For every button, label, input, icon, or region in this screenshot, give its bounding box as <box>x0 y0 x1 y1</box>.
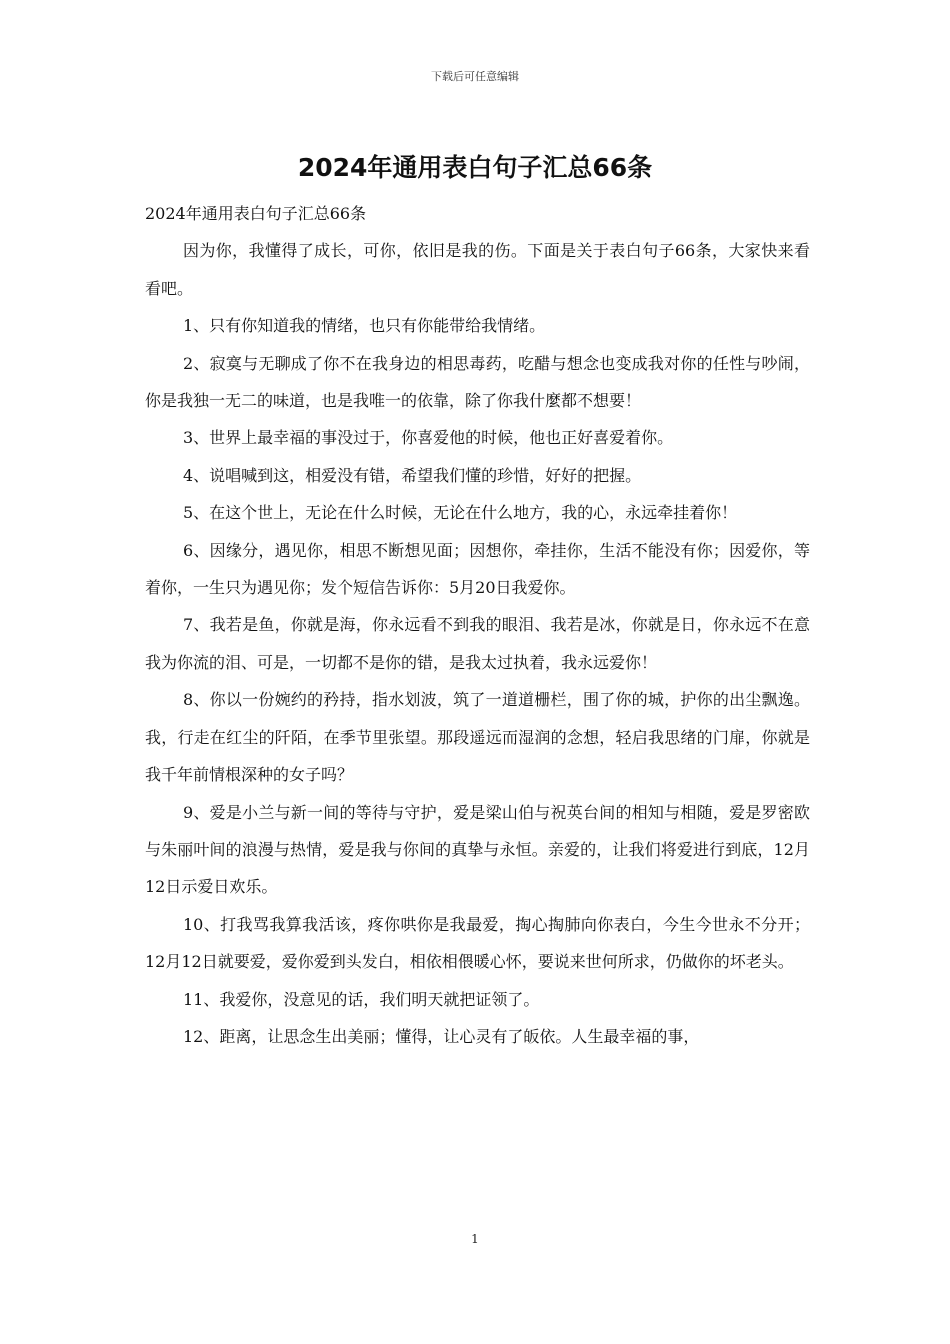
list-item: 3、世界上最幸福的事没过于，你喜爱他的时候，他也正好喜爱着你。 <box>183 428 674 448</box>
page-number: 1 <box>471 1232 479 1246</box>
document-title: 2024年通用表白句子汇总66条 <box>297 153 653 182</box>
list-item: 2、寂寞与无聊成了你不在我身边的相思毒药，吃醋与想念也变成我对你的任性与吵闹，你是我独一无二的味道，也是我唯一的依靠，除了你我什麼都不想要！ <box>145 353 810 411</box>
list-item: 6、因缘分，遇见你，相思不断想见面；因想你，牵挂你，生活不能没有你；因爱你，等着你，一生只为遇见你；发个短信告诉你：5月20日我爱你。 <box>145 540 810 598</box>
list-item: 1、只有你知道我的情绪，也只有你能带给我情绪。 <box>183 316 546 336</box>
list-item: 5、在这个世上，无论在什么时候，无论在什么地方，我的心，永远牵挂着你！ <box>183 503 738 523</box>
list-item: 12、距离，让思念生出美丽；懂得，让心灵有了皈依。人生最幸福的事， <box>183 1026 700 1046</box>
list-item: 4、说唱喊到这，相爱没有错，希望我们懂的珍惜，好好的把握。 <box>183 465 642 485</box>
subtitle-line: 2024年通用表白句子汇总66条 <box>145 204 367 223</box>
intro-paragraph: 因为你，我懂得了成长，可你，依旧是我的伤。下面是关于表白句子66条，大家快来看看吧。 <box>145 241 810 298</box>
document-body <box>145 195 810 1055</box>
list-item: 7、我若是鱼，你就是海，你永远看不到我的眼泪、我若是冰，你就是日，你永远不在意我为你流的泪、可是，一切都不是你的错，是我太过执着，我永远爱你！ <box>145 615 810 672</box>
list-item: 9、爱是小兰与新一间的等待与守护，爱是梁山伯与祝英台间的相知与相随，爱是罗密欧与朱丽叶间的浪漫与热情，爱是我与你间的真挚与永恒。亲爱的，让我们将爱进行到底，12月12日示爱日欢乐。 <box>145 802 810 897</box>
list-item: 10、打我骂我算我活该，疼你哄你是我最爱，掏心掏肺向你表白，今生今世永不分开；12月12日就要爱，爱你爱到头发白，相依相偎暖心怀，要说来世何所求，仍做你的坏老头。 <box>145 914 810 972</box>
list-item: 11、我爱你，没意见的话，我们明天就把证领了。 <box>183 989 540 1009</box>
list-item: 8、你以一份婉约的矜持，指水划波，筑了一道道栅栏，围了你的城，护你的出尘飘逸。我，行走在红尘的阡陌，在季节里张望。那段遥远而湿润的念想，轻启我思绪的门扉，你就是我千年前情根深种的女子吗？ <box>145 690 810 785</box>
header-note: 下载后可任意编辑 <box>431 70 519 83</box>
